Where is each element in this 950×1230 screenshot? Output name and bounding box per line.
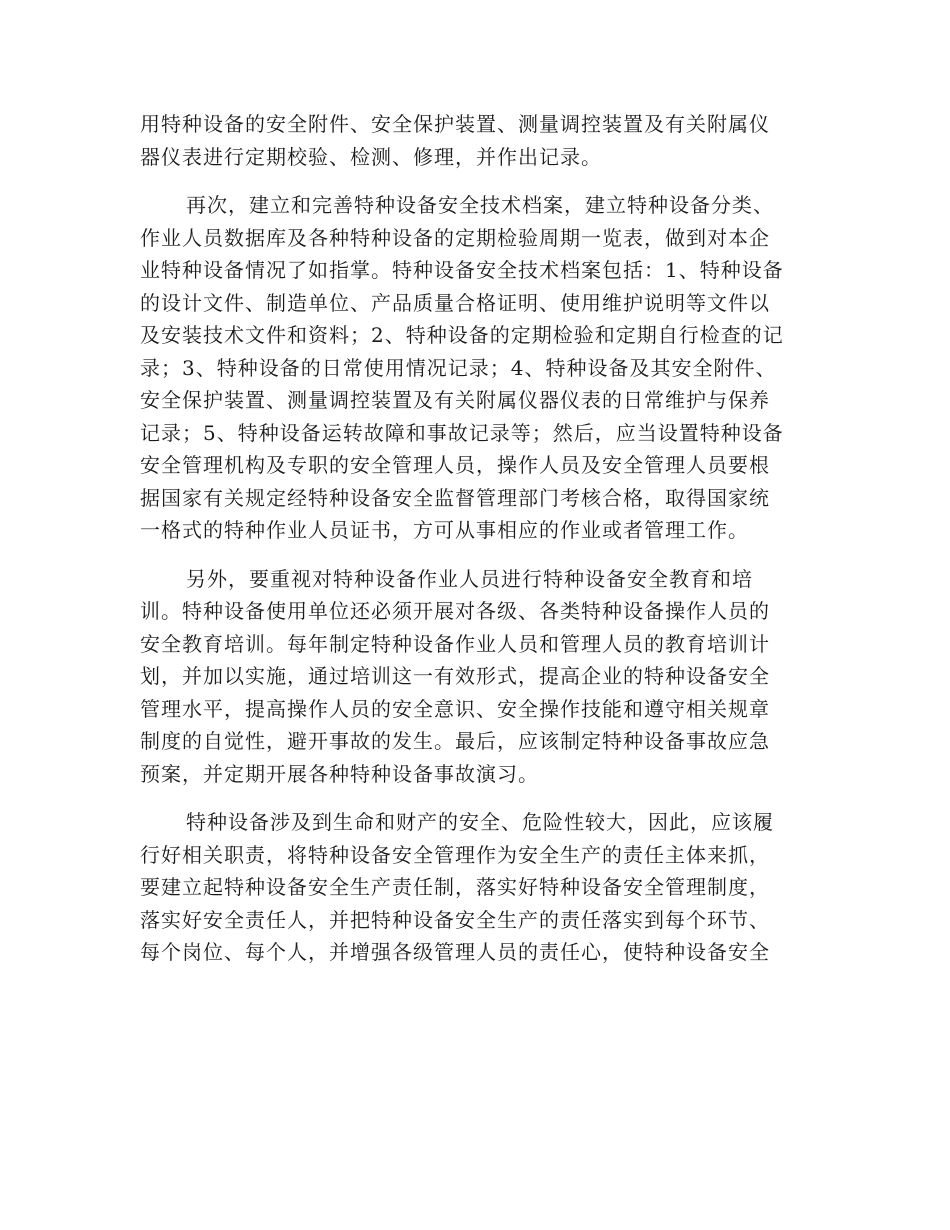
paragraph-4	[140, 806, 815, 969]
paragraph-3	[140, 563, 815, 791]
paragraph-2	[140, 189, 815, 547]
text-line: 一格式的特种作业人员证书，方可从事相应的作业或者管理工作。	[140, 518, 749, 542]
text-line: 记录；5、特种设备运转故障和事故记录等；然后，应当设置特种设备	[140, 420, 784, 445]
text-line: 器仪表进行定期校验、检测、修理，并作出记录。	[140, 144, 602, 169]
text-line: 的设计文件、制造单位、产品质量合格证明、使用维护说明等文件以	[140, 290, 770, 315]
text-line: 另外，要重视对特种设备作业人员进行特种设备安全教育和培	[186, 566, 753, 591]
text-line: 落实好安全责任人，并把特种设备安全生产的责任落实到每个环节、	[140, 907, 770, 932]
text-line: 训。特种设备使用单位还必须开展对各级、各类特种设备操作人员的	[140, 599, 770, 623]
text-line: 安全教育培训。每年制定特种设备作业人员和管理人员的教育培训计	[140, 631, 770, 656]
text-line: 划，并加以实施，通过培训这一有效形式，提高企业的特种设备安全	[140, 664, 770, 688]
text-line: 行好相关职责，将特种设备安全管理作为安全生产的责任主体来抓，	[140, 842, 770, 867]
text-line: 安全保护装置、测量调控装置及有关附属仪器仪表的日常维护与保养	[140, 388, 770, 412]
text-line: 用特种设备的安全附件、安全保护装置、测量调控装置及有关附属仪	[140, 112, 770, 136]
text-line: 特种设备涉及到生命和财产的安全、危险性较大，因此，应该履	[186, 810, 774, 834]
text-line: 作业人员数据库及各种特种设备的定期检验周期一览表，做到对本企	[140, 225, 770, 250]
text-line: 每个岗位、每个人，并增强各级管理人员的责任心，使特种设备安全	[140, 940, 770, 964]
text-line: 制度的自觉性，避开事故的发生。最后，应该制定特种设备事故应急	[140, 729, 770, 753]
text-line: 管理水平，提高操作人员的安全意识、安全操作技能和遵守相关规章	[140, 696, 770, 721]
text-line: 要建立起特种设备安全生产责任制，落实好特种设备安全管理制度，	[140, 875, 770, 899]
text-line: 再次，建立和完善特种设备安全技术档案，建立特种设备分类、	[186, 193, 774, 217]
text-line: 安全管理机构及专职的安全管理人员，操作人员及安全管理人员要根	[140, 453, 770, 477]
document-body	[140, 108, 815, 985]
text-line: 据国家有关规定经特种设备安全监督管理部门考核合格，取得国家统	[140, 485, 770, 510]
text-line: 业特种设备情况了如指掌。特种设备安全技术档案包括：1、特种设备	[140, 258, 784, 282]
text-line: 录；3、特种设备的日常使用情况记录；4、特种设备及其安全附件、	[140, 355, 777, 380]
paragraph-1	[140, 108, 815, 173]
text-line: 及安装技术文件和资料；2、特种设备的定期检验和定期自行检查的记	[140, 323, 784, 347]
text-line: 预案，并定期开展各种特种设备事故演习。	[140, 761, 539, 786]
